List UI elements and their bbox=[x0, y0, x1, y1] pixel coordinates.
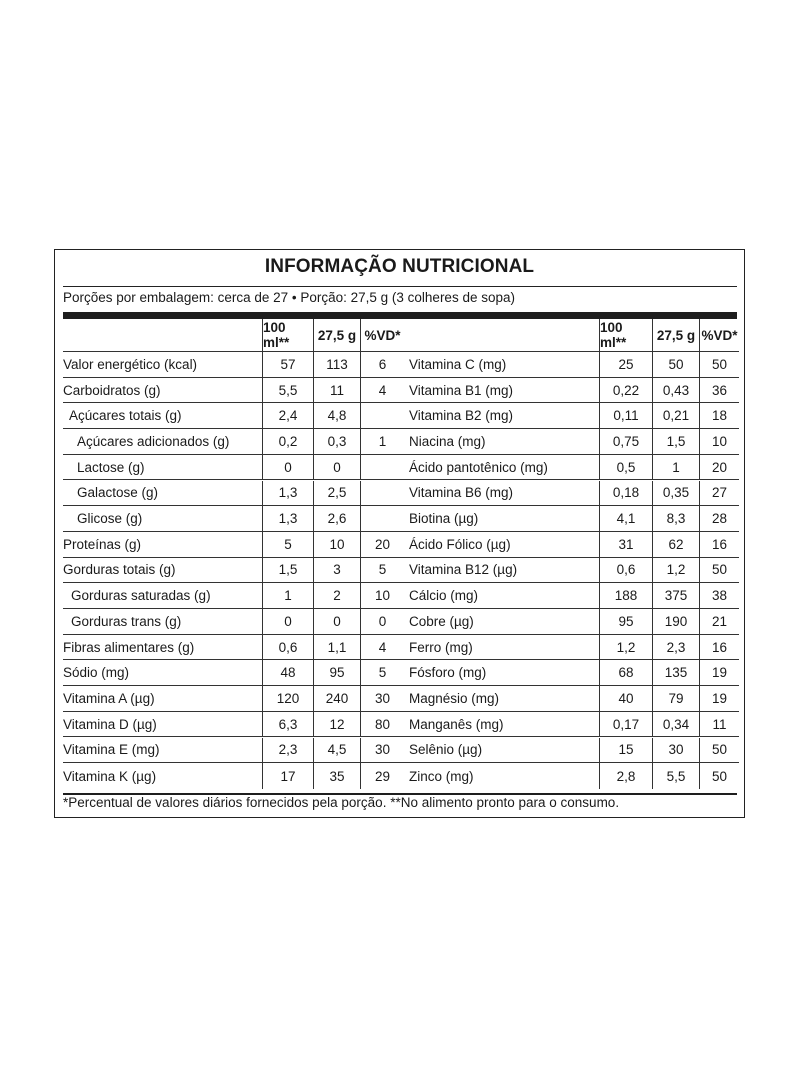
table-row bbox=[63, 532, 404, 558]
value-vd: 19 bbox=[699, 686, 739, 711]
value-100ml: 120 bbox=[262, 686, 313, 711]
table-row bbox=[404, 635, 739, 661]
value-portion: 1,1 bbox=[313, 635, 360, 660]
value-portion: 79 bbox=[652, 686, 699, 711]
value-portion: 1,2 bbox=[652, 558, 699, 583]
value-portion: 5,5 bbox=[652, 763, 699, 789]
table-row bbox=[404, 763, 739, 789]
nutrient-name: Galactose (g) bbox=[77, 485, 159, 501]
table-row bbox=[404, 403, 739, 429]
value-100ml: 1,2 bbox=[599, 635, 652, 660]
value-vd: 50 bbox=[699, 558, 739, 583]
value-portion: 11 bbox=[313, 378, 360, 403]
value-vd: 11 bbox=[699, 712, 739, 737]
value-portion: 135 bbox=[652, 660, 699, 685]
value-vd: 50 bbox=[699, 763, 739, 789]
value-100ml: 15 bbox=[599, 738, 652, 763]
value-portion: 113 bbox=[313, 352, 360, 377]
value-vd: 4 bbox=[360, 378, 404, 403]
nutrient-name: Fósforo (mg) bbox=[409, 665, 487, 681]
left-header-row bbox=[63, 319, 404, 352]
nutrient-name: Vitamina E (mg) bbox=[63, 742, 160, 758]
nutrient-name: Vitamina D (µg) bbox=[63, 716, 157, 732]
table-row bbox=[404, 506, 739, 532]
value-vd: 20 bbox=[360, 532, 404, 557]
value-vd bbox=[360, 455, 404, 480]
value-100ml: 17 bbox=[262, 763, 313, 789]
value-portion: 95 bbox=[313, 660, 360, 685]
right-header-row bbox=[404, 319, 739, 352]
table-row bbox=[404, 378, 739, 404]
header-100ml: 100 ml** bbox=[599, 319, 652, 351]
value-100ml: 0,22 bbox=[599, 378, 652, 403]
value-100ml: 2,8 bbox=[599, 763, 652, 789]
nutrient-name: Açúcares adicionados (g) bbox=[77, 433, 230, 449]
header-portion: 27,5 g bbox=[652, 319, 699, 351]
value-vd: 36 bbox=[699, 378, 739, 403]
table-row bbox=[404, 712, 739, 738]
value-100ml: 40 bbox=[599, 686, 652, 711]
table-row bbox=[63, 429, 404, 455]
value-100ml: 48 bbox=[262, 660, 313, 685]
value-vd: 20 bbox=[699, 455, 739, 480]
value-portion: 0 bbox=[313, 609, 360, 634]
nutrient-name: Vitamina B6 (mg) bbox=[409, 485, 514, 501]
table-row bbox=[404, 558, 739, 584]
table-row bbox=[63, 583, 404, 609]
table-row bbox=[404, 738, 739, 764]
value-100ml: 1 bbox=[262, 583, 313, 608]
value-100ml: 95 bbox=[599, 609, 652, 634]
value-portion: 2 bbox=[313, 583, 360, 608]
value-100ml: 0,2 bbox=[262, 429, 313, 454]
value-vd: 6 bbox=[360, 352, 404, 377]
value-100ml: 0,18 bbox=[599, 481, 652, 506]
header-bar bbox=[63, 312, 737, 319]
value-vd: 4 bbox=[360, 635, 404, 660]
left-nutrient-table bbox=[63, 319, 404, 793]
table-row bbox=[63, 635, 404, 661]
nutrient-name: Vitamina A (µg) bbox=[63, 690, 155, 706]
value-portion: 30 bbox=[652, 738, 699, 763]
value-100ml: 5,5 bbox=[262, 378, 313, 403]
table-row bbox=[63, 481, 404, 507]
value-100ml: 1,3 bbox=[262, 506, 313, 531]
value-100ml: 0,17 bbox=[599, 712, 652, 737]
nutrient-name: Vitamina C (mg) bbox=[409, 356, 507, 372]
value-portion: 240 bbox=[313, 686, 360, 711]
table-row bbox=[63, 609, 404, 635]
value-vd: 50 bbox=[699, 738, 739, 763]
value-portion: 62 bbox=[652, 532, 699, 557]
nutrient-name: Sódio (mg) bbox=[63, 665, 130, 681]
nutrient-name: Glicose (g) bbox=[77, 511, 143, 527]
value-100ml: 0,75 bbox=[599, 429, 652, 454]
value-vd bbox=[360, 403, 404, 428]
nutrient-name: Gorduras trans (g) bbox=[71, 613, 182, 629]
table-row bbox=[63, 558, 404, 584]
header-100ml: 100 ml** bbox=[262, 319, 313, 351]
value-100ml: 4,1 bbox=[599, 506, 652, 531]
value-100ml: 0,11 bbox=[599, 403, 652, 428]
table-row bbox=[63, 738, 404, 764]
table-row bbox=[63, 763, 404, 789]
value-portion: 0,35 bbox=[652, 481, 699, 506]
value-100ml: 0,6 bbox=[262, 635, 313, 660]
header-vd: %VD* bbox=[360, 319, 404, 351]
value-100ml: 6,3 bbox=[262, 712, 313, 737]
nutrient-name: Vitamina B2 (mg) bbox=[409, 408, 514, 424]
value-vd: 16 bbox=[699, 532, 739, 557]
table-row bbox=[404, 609, 739, 635]
header-name-cell bbox=[404, 319, 599, 351]
value-100ml: 0 bbox=[262, 455, 313, 480]
value-vd: 29 bbox=[360, 763, 404, 789]
table-row bbox=[63, 352, 404, 378]
nutrient-name: Niacina (mg) bbox=[409, 433, 486, 449]
value-portion: 1,5 bbox=[652, 429, 699, 454]
value-100ml: 0 bbox=[262, 609, 313, 634]
value-100ml: 188 bbox=[599, 583, 652, 608]
value-100ml: 2,3 bbox=[262, 738, 313, 763]
value-portion: 50 bbox=[652, 352, 699, 377]
value-vd: 5 bbox=[360, 558, 404, 583]
table-row bbox=[404, 532, 739, 558]
value-portion: 0,34 bbox=[652, 712, 699, 737]
table-row bbox=[63, 712, 404, 738]
value-portion: 35 bbox=[313, 763, 360, 789]
table-row bbox=[404, 352, 739, 378]
value-vd: 38 bbox=[699, 583, 739, 608]
value-vd: 10 bbox=[360, 583, 404, 608]
value-100ml: 0,5 bbox=[599, 455, 652, 480]
nutrient-name: Ácido pantotênico (mg) bbox=[409, 459, 548, 475]
value-portion: 0 bbox=[313, 455, 360, 480]
value-vd: 28 bbox=[699, 506, 739, 531]
value-100ml: 1,3 bbox=[262, 481, 313, 506]
table-row bbox=[63, 455, 404, 481]
value-vd: 0 bbox=[360, 609, 404, 634]
nutrient-name: Gorduras totais (g) bbox=[63, 562, 176, 578]
table-row bbox=[404, 455, 739, 481]
nutrient-name: Gorduras saturadas (g) bbox=[71, 588, 211, 604]
header-portion: 27,5 g bbox=[313, 319, 360, 351]
value-100ml: 57 bbox=[262, 352, 313, 377]
value-portion: 190 bbox=[652, 609, 699, 634]
value-100ml: 2,4 bbox=[262, 403, 313, 428]
value-vd: 5 bbox=[360, 660, 404, 685]
table-row bbox=[63, 686, 404, 712]
nutrient-name: Açúcares totais (g) bbox=[69, 408, 182, 424]
table-row bbox=[63, 660, 404, 686]
right-nutrient-table bbox=[404, 319, 739, 793]
value-vd: 21 bbox=[699, 609, 739, 634]
nutrient-name: Lactose (g) bbox=[77, 459, 145, 475]
nutrient-name: Vitamina K (µg) bbox=[63, 768, 157, 784]
value-vd: 27 bbox=[699, 481, 739, 506]
nutrient-name: Magnésio (mg) bbox=[409, 690, 500, 706]
table-row bbox=[63, 378, 404, 404]
value-vd: 16 bbox=[699, 635, 739, 660]
value-portion: 2,3 bbox=[652, 635, 699, 660]
nutrient-name: Ferro (mg) bbox=[409, 639, 473, 655]
value-portion: 12 bbox=[313, 712, 360, 737]
nutrition-facts-panel bbox=[54, 249, 745, 818]
nutrient-name: Ácido Fólico (µg) bbox=[409, 536, 511, 552]
value-portion: 0,43 bbox=[652, 378, 699, 403]
value-portion: 8,3 bbox=[652, 506, 699, 531]
value-portion: 375 bbox=[652, 583, 699, 608]
footnote: *Percentual de valores diários fornecidos pela porção. **No alimento pronto para o consumo. bbox=[63, 795, 620, 810]
value-portion: 4,5 bbox=[313, 738, 360, 763]
value-vd: 19 bbox=[699, 660, 739, 685]
value-vd bbox=[360, 481, 404, 506]
value-100ml: 5 bbox=[262, 532, 313, 557]
table-row bbox=[404, 481, 739, 507]
value-vd: 30 bbox=[360, 738, 404, 763]
value-portion: 1 bbox=[652, 455, 699, 480]
value-portion: 10 bbox=[313, 532, 360, 557]
value-vd: 50 bbox=[699, 352, 739, 377]
divider bbox=[63, 286, 737, 287]
portions-text: Porções por embalagem: cerca de 27 • Porção: 27,5 g (3 colheres de sopa) bbox=[63, 290, 515, 305]
value-portion: 3 bbox=[313, 558, 360, 583]
table-row bbox=[404, 583, 739, 609]
nutrient-name: Carboidratos (g) bbox=[63, 382, 161, 398]
value-vd: 30 bbox=[360, 686, 404, 711]
value-vd bbox=[360, 506, 404, 531]
table-row bbox=[404, 660, 739, 686]
nutrient-name: Valor energético (kcal) bbox=[63, 356, 198, 372]
nutrient-name: Biotina (µg) bbox=[409, 511, 479, 527]
value-100ml: 68 bbox=[599, 660, 652, 685]
value-vd: 18 bbox=[699, 403, 739, 428]
table-row bbox=[63, 403, 404, 429]
value-portion: 0,3 bbox=[313, 429, 360, 454]
table-row bbox=[404, 686, 739, 712]
value-100ml: 0,6 bbox=[599, 558, 652, 583]
value-portion: 0,21 bbox=[652, 403, 699, 428]
nutrient-name: Cálcio (mg) bbox=[409, 588, 479, 604]
header-vd: %VD* bbox=[699, 319, 739, 351]
value-portion: 2,5 bbox=[313, 481, 360, 506]
nutrient-name: Zinco (mg) bbox=[409, 768, 474, 784]
value-portion: 2,6 bbox=[313, 506, 360, 531]
value-portion: 4,8 bbox=[313, 403, 360, 428]
header-name-cell bbox=[63, 319, 262, 351]
nutrient-name: Vitamina B1 (mg) bbox=[409, 382, 514, 398]
value-100ml: 1,5 bbox=[262, 558, 313, 583]
table-row bbox=[63, 506, 404, 532]
nutrient-name: Selênio (µg) bbox=[409, 742, 483, 758]
value-100ml: 31 bbox=[599, 532, 652, 557]
value-100ml: 25 bbox=[599, 352, 652, 377]
nutrient-name: Fibras alimentares (g) bbox=[63, 639, 195, 655]
value-vd: 80 bbox=[360, 712, 404, 737]
nutrient-name: Vitamina B12 (µg) bbox=[409, 562, 518, 578]
value-vd: 10 bbox=[699, 429, 739, 454]
nutrient-name: Cobre (µg) bbox=[409, 613, 474, 629]
table-row bbox=[404, 429, 739, 455]
value-vd: 1 bbox=[360, 429, 404, 454]
nutrient-name: Manganês (mg) bbox=[409, 716, 504, 732]
nutrient-name: Proteínas (g) bbox=[63, 536, 142, 552]
table-title: INFORMAÇÃO NUTRICIONAL bbox=[264, 256, 535, 277]
